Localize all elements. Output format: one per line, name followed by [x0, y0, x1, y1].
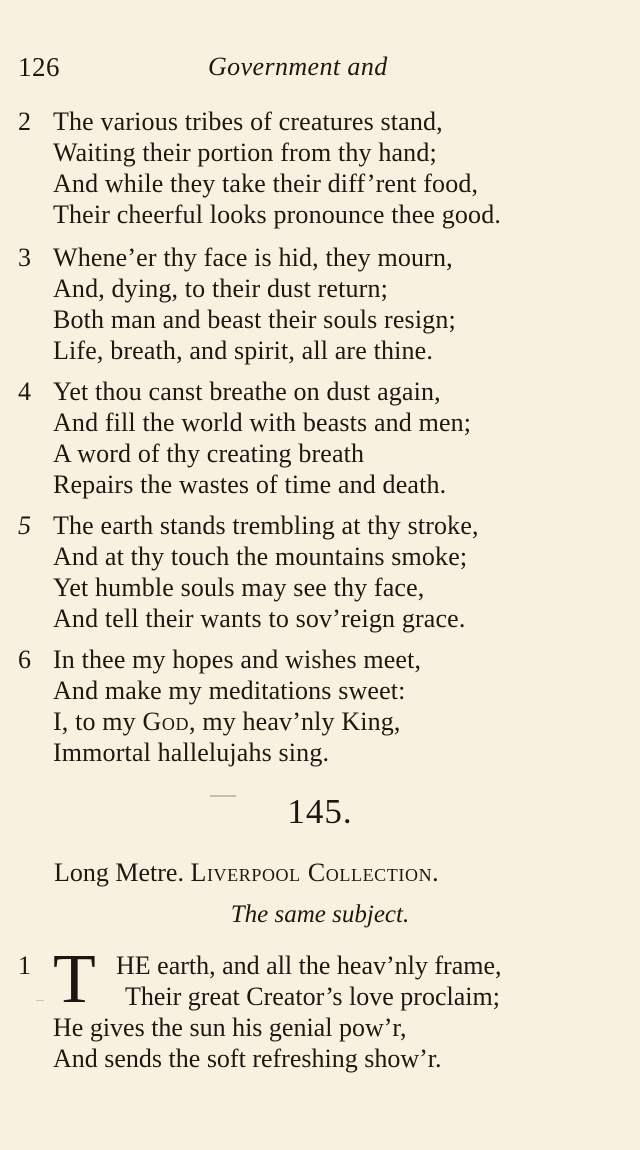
verse-line: And tell their wants to sov’reign grace. [53, 604, 466, 633]
verse-lines [53, 106, 628, 230]
verse-4 [18, 376, 628, 500]
verse-lines [53, 644, 628, 768]
verse-line: He gives the sun his genial pow’r, [53, 1013, 407, 1042]
hymn-145-verse-1 [18, 941, 628, 1082]
verse-line: Their cheerful looks pronounce thee good. [53, 200, 501, 229]
meter-and-source [54, 858, 614, 888]
verse-line: Yet humble souls may see thy face, [53, 573, 425, 602]
page-number: 126 [18, 52, 60, 82]
verse-line: And fill the world with beasts and men; [53, 408, 472, 437]
verse-line: The various tribes of creatures stand, [53, 107, 443, 136]
running-title: Government and [208, 52, 388, 81]
line-text-after-god: , my heav’nly King, [189, 707, 401, 736]
verse-line: A word of thy creating breath [53, 439, 365, 468]
verse-line-with-god [53, 706, 628, 737]
verse-line: Both man and beast their souls resign; [53, 305, 456, 334]
source-label: Liverpool Collection. [190, 858, 440, 887]
verse-line: Whene’er thy face is hid, they mourn, [53, 243, 453, 272]
verse-2 [18, 106, 628, 230]
verse-line: Their great Creator’s love proclaim; [125, 982, 500, 1011]
verse-5 [18, 510, 628, 634]
verse-line: Immortal hallelujahs sing. [53, 738, 330, 767]
print-speck [36, 1000, 44, 1001]
verse-lines [53, 242, 628, 366]
verse-number: 1 [18, 951, 31, 980]
line-text-before-god: I, to my [53, 707, 143, 736]
drop-cap: T [53, 941, 96, 1018]
verse-number: 2 [18, 107, 31, 136]
verse-line: The earth stands trembling at thy stroke, [53, 511, 479, 540]
verse-number: 4 [18, 377, 31, 406]
verse-3 [18, 242, 628, 366]
verse-line: Yet thou canst breathe on dust again, [53, 377, 441, 406]
verse-line: HE earth, and all the heav’nly frame, [116, 951, 502, 980]
verse-line: And make my meditations sweet: [53, 676, 406, 705]
verse-line: Life, breath, and spirit, all are thine. [53, 336, 433, 365]
hymn-subject: The same subject. [230, 901, 410, 928]
verse-lines [53, 376, 628, 500]
meter-label: Long Metre. [54, 858, 184, 887]
verse-line: And at thy touch the mountains smoke; [53, 542, 468, 571]
verse-line: Repairs the wastes of time and death. [53, 470, 447, 499]
verse-line: And sends the soft refreshing show’r. [53, 1044, 442, 1073]
verse-number: 6 [18, 645, 31, 674]
verse-line: In thee my hopes and wishes meet, [53, 645, 422, 674]
verse-6 [18, 644, 628, 768]
verse-number: 5 [18, 511, 31, 540]
verse-number: 3 [18, 243, 31, 272]
small-caps-god: God [142, 707, 190, 736]
verse-lines [53, 510, 628, 634]
verse-line: Waiting their portion from thy hand; [53, 138, 437, 167]
verse-line: And while they take their diff’rent food, [53, 169, 479, 198]
verse-line: And, dying, to their dust return; [53, 274, 388, 303]
hymn-number: 145. [287, 792, 353, 831]
page-header [18, 52, 618, 88]
